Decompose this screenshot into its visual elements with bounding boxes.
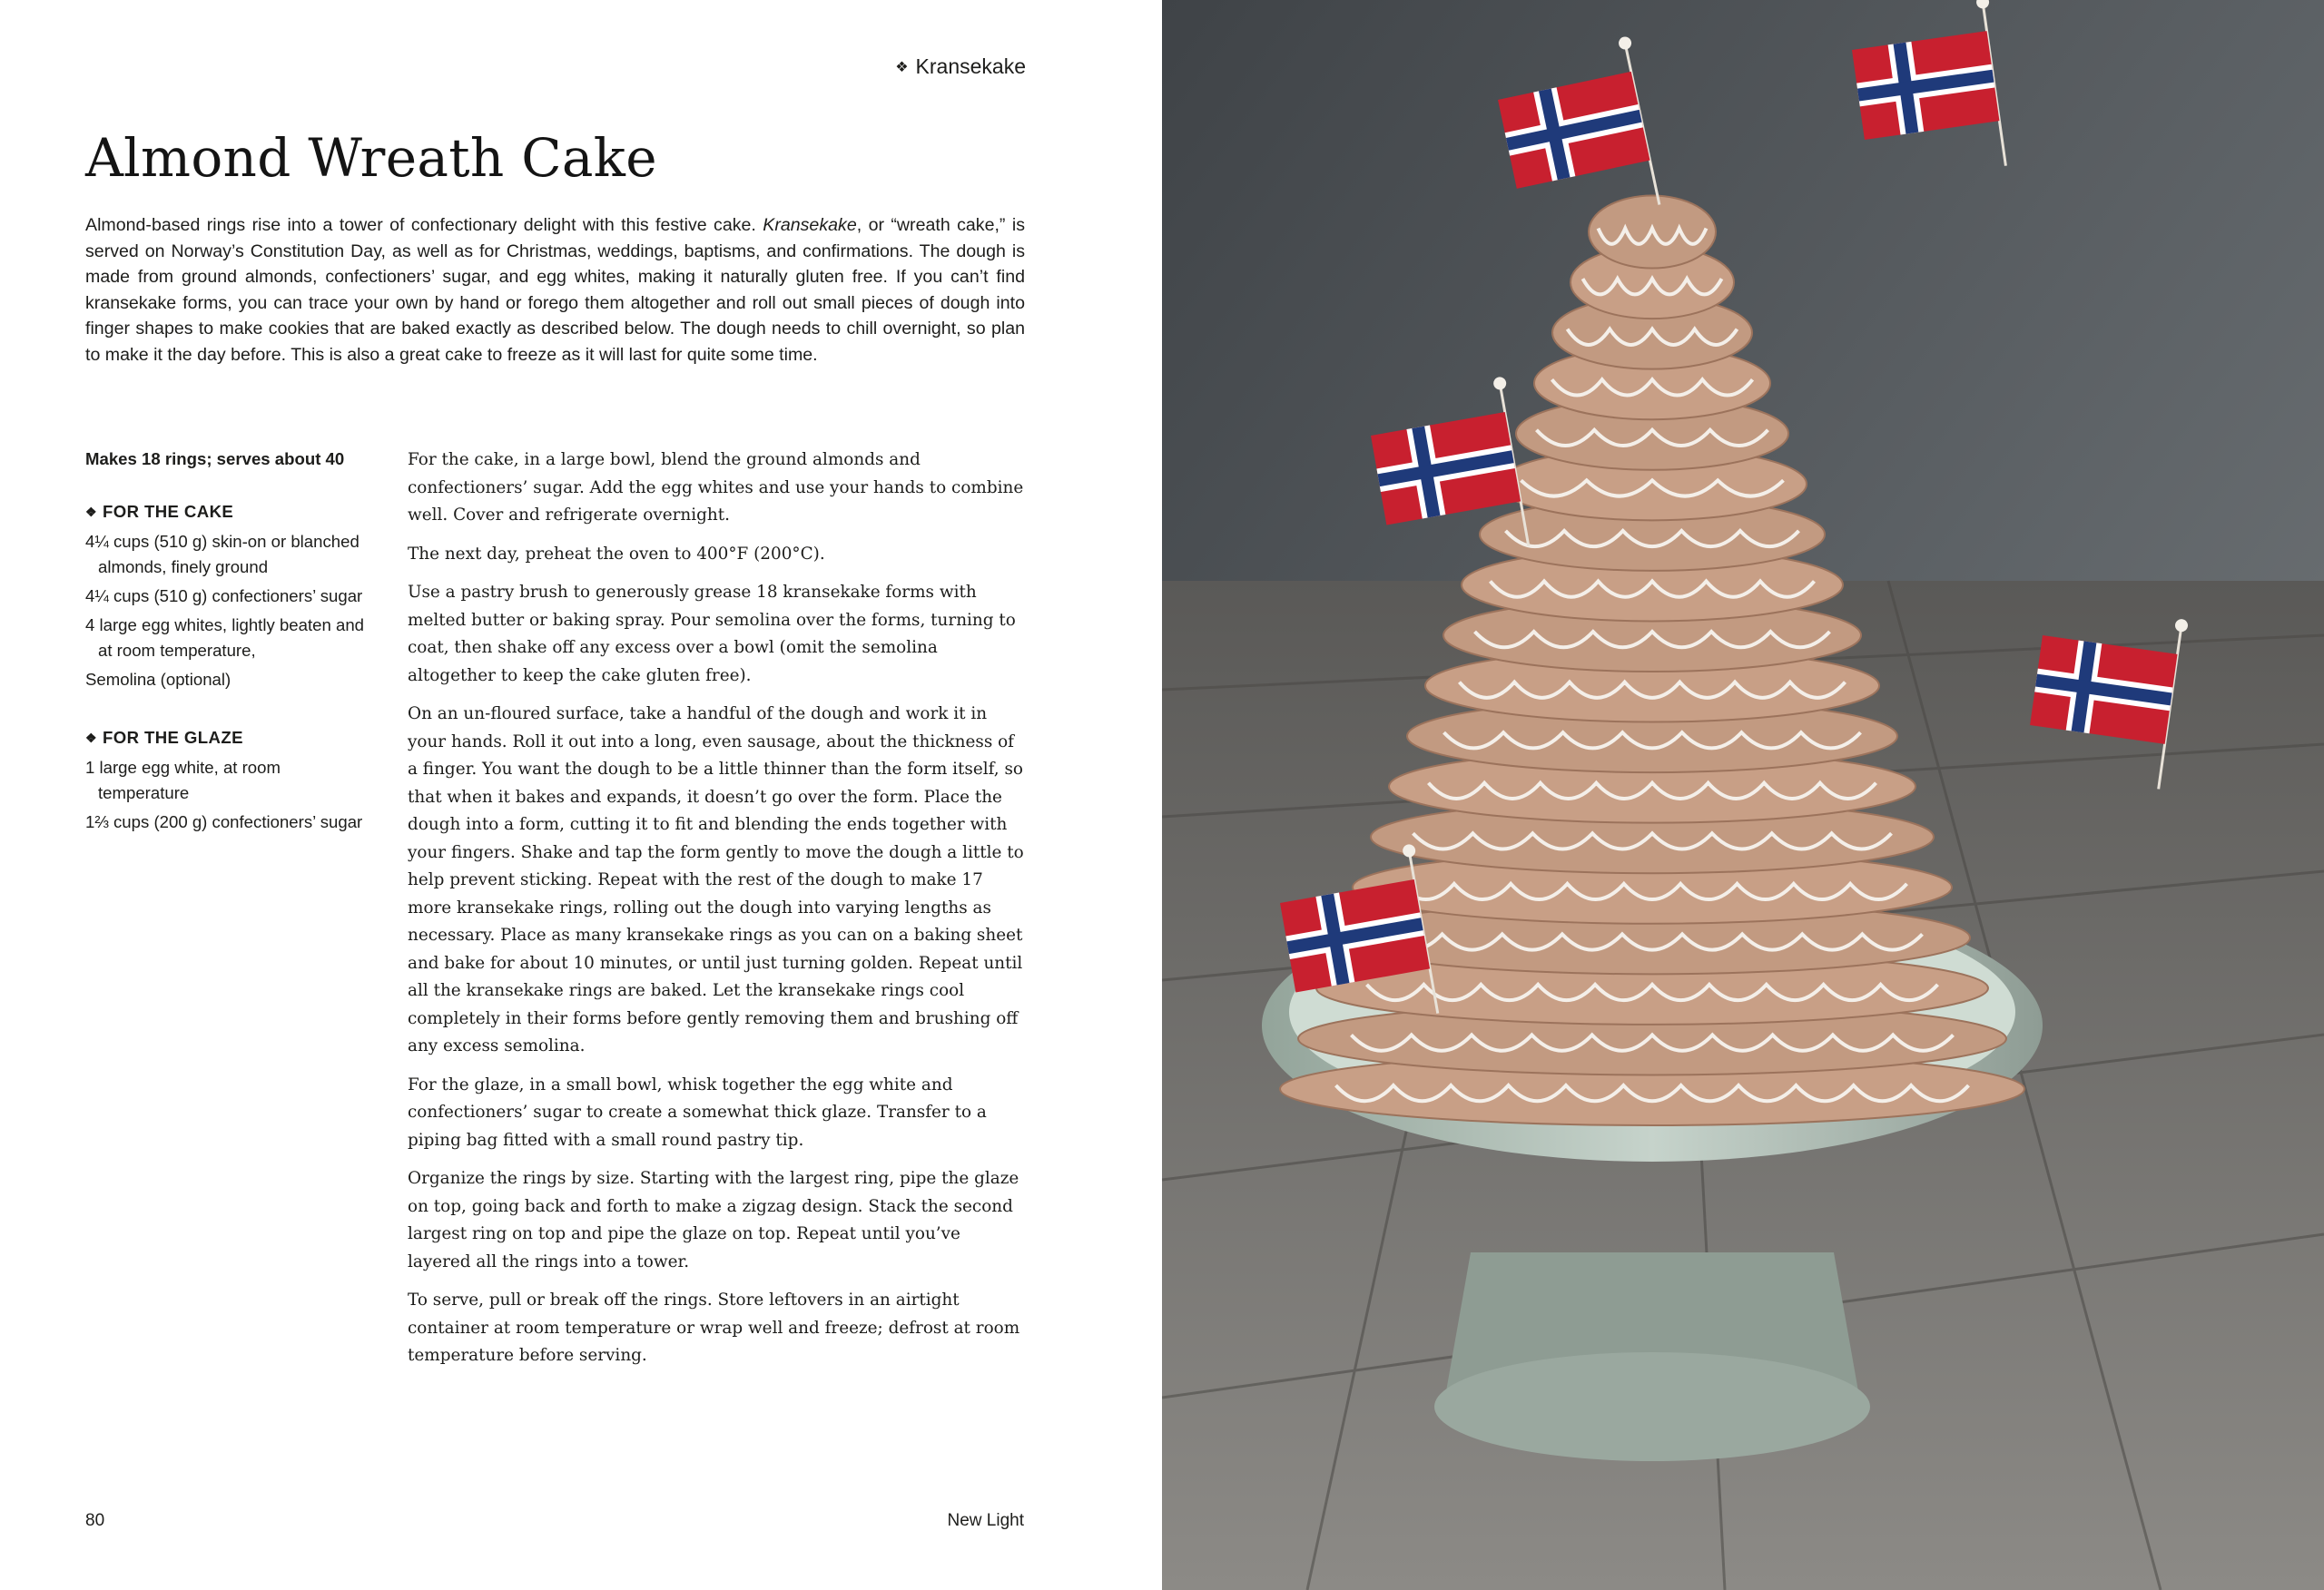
cake-ingredient-list [85, 529, 376, 692]
ingredients-column [85, 447, 376, 868]
ingredient-item: 1 large egg white, at room temperature [85, 758, 281, 802]
running-head-title: Kransekake [915, 54, 1026, 78]
ingredient-item: Semolina (optional) [85, 670, 231, 689]
intro-text-end: , or “wreath cake,” is served on Norway’s Constitution Day, as well as for Christmas, weddings, baptisms, and confirmations. The dough is made from ground almonds, confectioners’ sugar, and egg whites, making it naturally gluten free. If you can’t find kransekake forms, you can trace your own by hand or forego them altogether and roll out small pieces of dough into finger shapes to make cookies that are baked exactly as described below. The dough needs to chill overnight, so plan to make it the day before. This is also a great cake to freeze as it will last for quite some time. [85, 215, 1025, 365]
recipe-title: Almond Wreath Cake [85, 127, 657, 189]
recipe-yield: Makes 18 rings; serves about 40 [85, 449, 345, 468]
intro-italic-term: Kransekake [763, 215, 857, 235]
running-head [895, 54, 1026, 79]
method-column [408, 447, 1025, 1381]
ingredient-item: 1⅔ cups (200 g) confectioners’ sugar [85, 812, 363, 831]
glaze-ingredient-list [85, 755, 376, 835]
method-step: For the cake, in a large bowl, blend the ground almonds and confectioners’ sugar. Add the egg whites and use your hands to combine well. Cover and refrigerate overnight. [408, 450, 1024, 525]
intro-text-start: Almond-based rings rise into a tower of confectionary delight with this festive cake. [85, 215, 763, 235]
ingredient-item: 4 large egg whites, lightly beaten and at room temperature, [85, 615, 365, 660]
method-step: To serve, pull or break off the rings. Store leftovers in an airtight container at room temperature or wrap well and freeze; defrost at room temperature before serving. [408, 1291, 1020, 1365]
book-section-title: New Light [947, 1511, 1024, 1530]
cake-section-heading [85, 499, 376, 525]
method-step: The next day, preheat the oven to 400°F (200°C). [408, 544, 825, 564]
method-step: Organize the rings by size. Starting with the largest ring, pipe the glaze on top, going back and forth to make a zigzag design. Stack the second largest ring on top and pipe the glaze on top. Repeat until you’ve layered all the rings into a tower. [408, 1169, 1019, 1271]
fleuron-icon: ❖ [85, 731, 97, 745]
method-step: For the glaze, in a small bowl, whisk together the egg white and confectioners’ sugar to create a somewhat thick glaze. Transfer to a piping bag fitted with a small round pastry tip. [408, 1075, 987, 1150]
fleuron-icon: ❖ [895, 60, 909, 75]
ingredient-item: 4¼ cups (510 g) skin-on or blanched almonds, finely ground [85, 532, 359, 576]
fleuron-icon: ❖ [85, 505, 97, 519]
cake-photo [1162, 0, 2324, 1590]
glaze-section-heading [85, 725, 376, 751]
glaze-heading-text: FOR THE GLAZE [102, 728, 243, 747]
cake-heading-text: FOR THE CAKE [102, 502, 234, 521]
ingredient-item: 4¼ cups (510 g) confectioners’ sugar [85, 586, 363, 605]
method-step: Use a pastry brush to generously grease 18 kransekake forms with melted butter or baking spray. Pour semolina over the forms, turning to coat, then shake off any excess over a bowl (omit the semolina altogether to keep the cake gluten free). [408, 583, 1016, 685]
page-number: 80 [85, 1511, 105, 1530]
recipe-intro [85, 212, 1025, 368]
method-step: On an un-floured surface, take a handful of the dough and work it in your hands. Roll it out into a long, even sausage, about the thickness of a finger. You want the dough to be a little thinner than the form itself, so that when it bakes and expands, it doesn’t go over the form. Place the dough into a form, cutting it to fit and blending the ends together with your fingers. Shake and tap the form gently to move the dough a little to help prevent sticking. Repeat with the rest of the dough to make 17 more kransekake rings, rolling out the dough into varying lengths as necessary. Place as many kransekake rings as you can on a baking sheet and bake for about 10 minutes, or until just turning golden. Repeat until all the kransekake rings are baked. Let the kransekake rings cool completely in their forms before gently removing them and brushing off any excess semolina. [408, 704, 1024, 1055]
right-page [1162, 0, 2324, 1590]
